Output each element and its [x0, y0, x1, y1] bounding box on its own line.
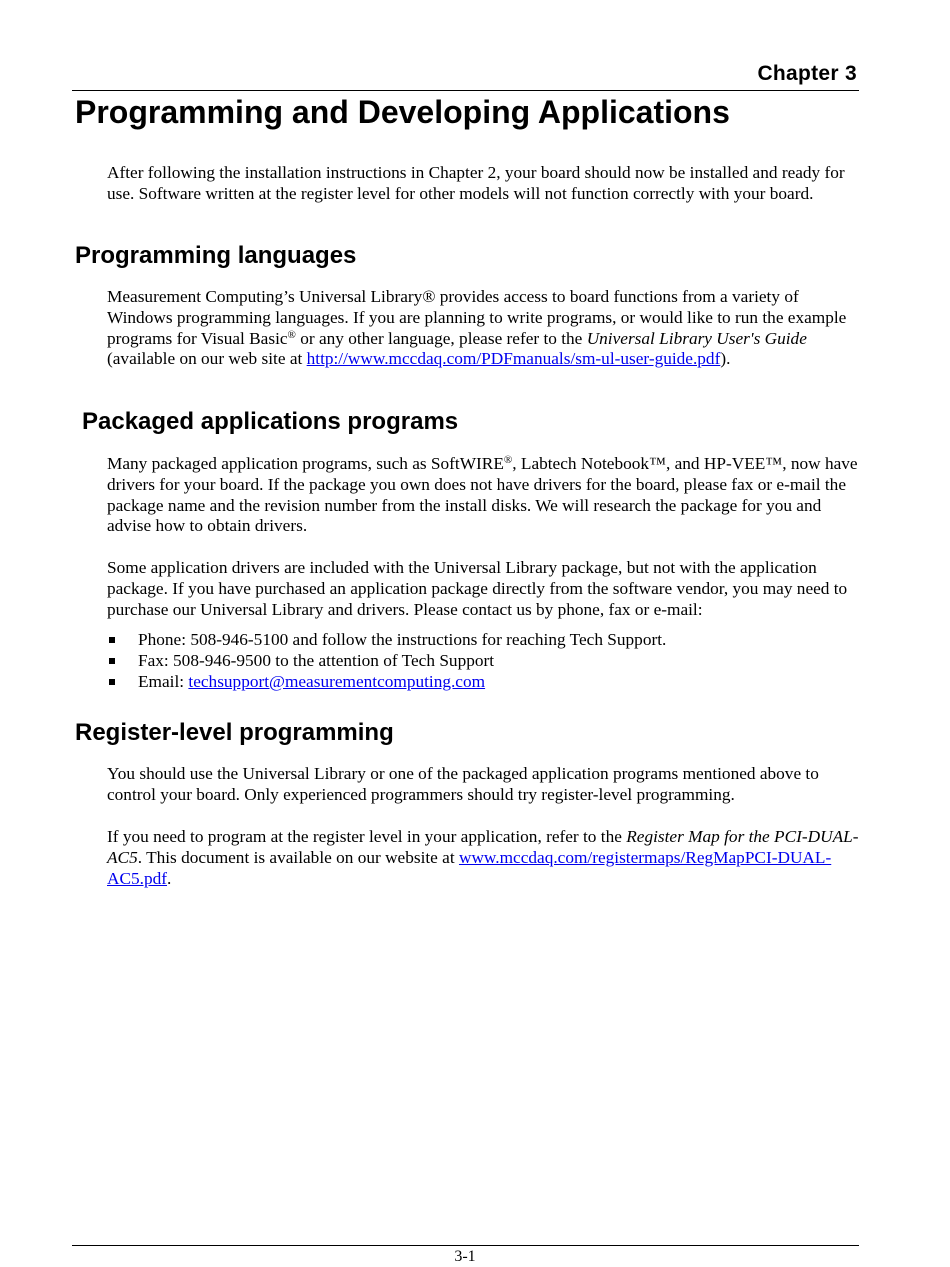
register-level-paragraph-2 — [107, 827, 862, 889]
guide-title: Universal Library User's Guide — [586, 328, 807, 348]
list-item-phone: Phone: 508-946-5100 and follow the instructions for reaching Tech Support. — [107, 630, 862, 651]
email-label: Email: — [138, 671, 189, 691]
chapter-label: Chapter 3 — [757, 62, 857, 85]
text-span: , Labtech Notebook™, and HP-VEE™, now have drivers for your board. If the package you own does not have drivers for the board, please fax or e-mail the package name and the revision number from the install disks. We will research the package for you and advise how to obtain drivers. — [107, 454, 858, 536]
page-title: Programming and Developing Applications — [75, 94, 730, 130]
text-span: or any other language, please refer to the — [295, 328, 587, 348]
heading-packaged-applications: Packaged applications programs — [82, 408, 459, 435]
text-span: Many packaged application programs, such as SoftWIRE — [107, 454, 504, 473]
contact-list — [107, 630, 862, 692]
tech-support-email-link[interactable]: techsupport@measurementcomputing.com — [188, 671, 486, 691]
text-span: Measurement Computing’s Universal Library® provides access to board functions from a variety of Windows programming languages. If you are planning to write programs, or would like to run the example programs for Visual Basic — [107, 287, 847, 348]
page-number: 3-1 — [454, 1248, 476, 1265]
heading-programming-languages: Programming languages — [75, 242, 357, 269]
heading-register-level: Register-level programming — [75, 719, 394, 746]
list-item-email — [107, 672, 862, 693]
ul-user-guide-link[interactable]: http://www.mccdaq.com/PDFmanuals/sm-ul-user-guide.pdf — [306, 349, 721, 369]
list-item-fax: Fax: 508-946-9500 to the attention of Tech Support — [107, 651, 862, 672]
text-span: If you need to program at the register level in your application, refer to the — [107, 827, 627, 846]
text-span: . — [167, 868, 172, 888]
intro-paragraph: After following the installation instructions in Chapter 2, your board should now be installed and ready for use. Software written at the register level for other models will not function correctly with your board. — [107, 163, 845, 203]
register-level-paragraph-1: You should use the Universal Library or one of the packaged application programs mentioned above to control your board. Only experienced programmers should try register-level programming. — [107, 764, 819, 804]
register-map-title: Register Map for the PCI-DUAL-AC5 — [107, 827, 859, 867]
registered-mark: ® — [287, 328, 296, 341]
text-span: ). — [720, 349, 731, 369]
text-span: . This document is available on our website at — [137, 847, 459, 867]
registered-mark: ® — [503, 454, 513, 466]
packaged-applications-paragraph-1 — [107, 454, 862, 537]
packaged-applications-paragraph-2: Some application drivers are included with the Universal Library package, but not with the application package. If you have purchased an application package directly from the software vendor, you may need to purchase our Universal Library and drivers. Please contact us by phone, fax or e-mail: — [107, 558, 848, 619]
text-span: (available on our web site at — [107, 349, 307, 369]
programming-languages-paragraph — [107, 287, 862, 370]
footer-rule — [72, 1245, 859, 1246]
register-map-link[interactable]: www.mccdaq.com/registermaps/RegMapPCI-DUAL-AC5.pdf — [107, 847, 832, 888]
